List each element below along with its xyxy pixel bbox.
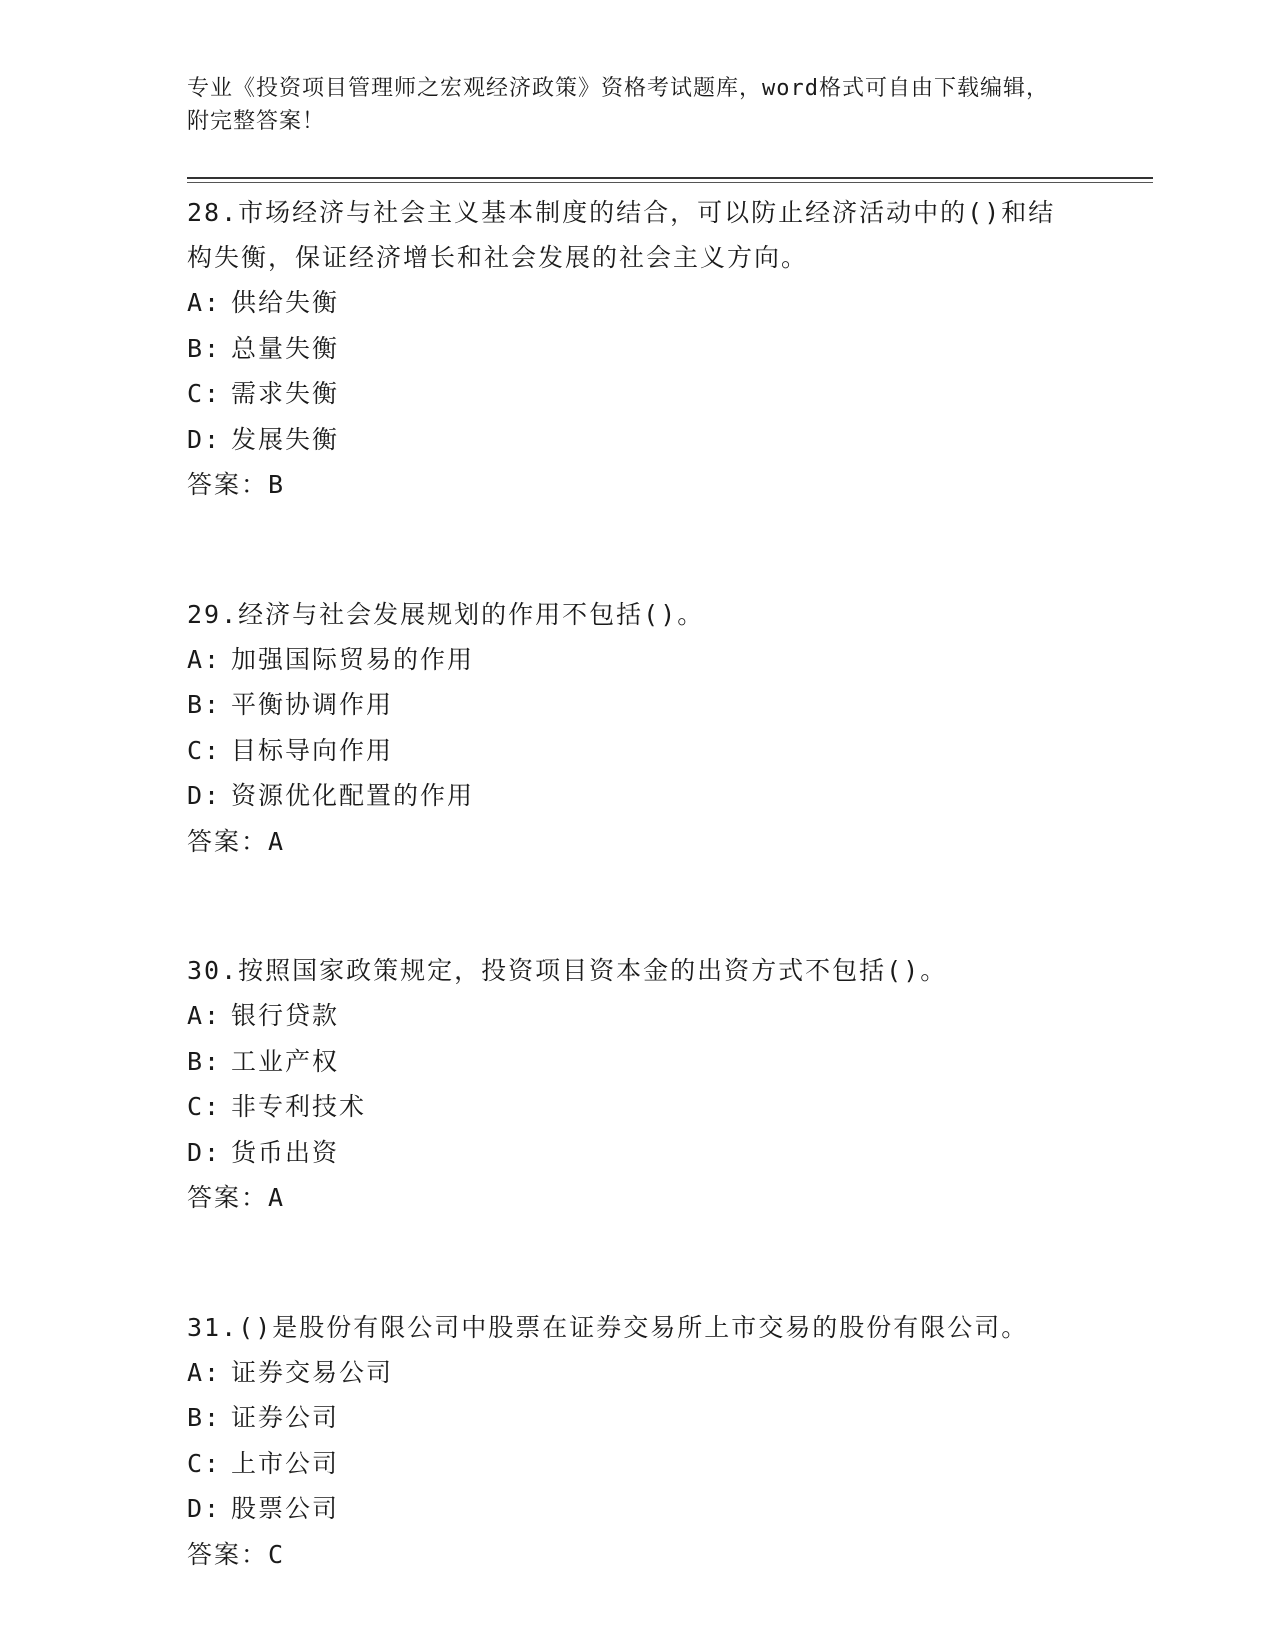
answer-value: C — [268, 1539, 286, 1569]
option-a — [187, 993, 1087, 1039]
option-c — [187, 728, 1087, 774]
option-text: 需求失衡 — [231, 379, 340, 408]
option-letter: A: — [187, 288, 222, 317]
answer-line — [187, 819, 1087, 865]
option-text: 货币出资 — [231, 1137, 340, 1167]
option-c — [187, 371, 1087, 417]
option-c — [187, 1441, 1087, 1487]
option-b — [187, 1039, 1087, 1085]
question-29 — [187, 590, 1087, 865]
option-d — [187, 417, 1087, 463]
option-b — [187, 1395, 1087, 1441]
option-letter: B: — [187, 690, 222, 719]
answer-value: A — [268, 1183, 286, 1212]
question-stem: 29.经济与社会发展规划的作用不包括()。 — [187, 599, 705, 629]
option-letter: C: — [187, 1448, 222, 1478]
question-31 — [187, 1303, 1087, 1578]
option-text: 银行贷款 — [231, 1001, 340, 1030]
answer-label: 答案： — [187, 826, 269, 856]
answer-label: 答案： — [187, 1183, 269, 1212]
option-letter: D: — [187, 1137, 222, 1167]
option-text: 总量失衡 — [231, 333, 340, 363]
option-letter: C: — [187, 379, 222, 408]
option-text: 工业产权 — [231, 1046, 340, 1076]
option-text: 目标导向作用 — [231, 735, 394, 765]
option-a — [187, 280, 1087, 326]
spacer — [187, 864, 1087, 946]
question-stem: 30.按照国家政策规定，投资项目资本金的出资方式不包括()。 — [187, 956, 948, 985]
option-text: 证券交易公司 — [231, 1357, 394, 1387]
option-letter: D: — [187, 1494, 222, 1523]
option-d — [187, 1486, 1087, 1532]
answer-label: 答案： — [187, 1539, 269, 1569]
option-letter: D: — [187, 781, 222, 810]
option-text: 股票公司 — [231, 1494, 340, 1523]
header-divider-thin — [187, 182, 1153, 183]
option-text: 平衡协调作用 — [231, 690, 394, 719]
option-a — [187, 1350, 1087, 1396]
answer-value: B — [268, 470, 286, 499]
question-28 — [187, 188, 1087, 508]
option-b — [187, 326, 1087, 372]
question-list — [187, 188, 1087, 1577]
option-a — [187, 637, 1087, 683]
answer-value: A — [268, 826, 286, 856]
option-letter: C: — [187, 1092, 222, 1121]
option-letter: A: — [187, 644, 222, 674]
option-text: 非专利技术 — [231, 1092, 367, 1121]
option-text: 发展失衡 — [231, 424, 340, 454]
option-text: 证券公司 — [231, 1403, 340, 1432]
question-30 — [187, 946, 1087, 1221]
option-text: 上市公司 — [231, 1448, 340, 1478]
option-text: 供给失衡 — [231, 288, 340, 317]
option-letter: B: — [187, 1046, 222, 1076]
option-letter: A: — [187, 1357, 222, 1387]
option-text: 资源优化配置的作用 — [231, 781, 475, 810]
option-letter: C: — [187, 735, 222, 765]
option-letter: D: — [187, 424, 222, 454]
answer-line — [187, 1532, 1087, 1578]
option-letter: A: — [187, 1001, 222, 1030]
option-text: 加强国际贸易的作用 — [231, 644, 475, 674]
option-letter: B: — [187, 1403, 222, 1432]
option-c — [187, 1084, 1087, 1130]
option-b — [187, 682, 1087, 728]
option-d — [187, 1130, 1087, 1176]
option-d — [187, 773, 1087, 819]
option-letter: B: — [187, 333, 222, 363]
question-stem: 31.()是股份有限公司中股票在证券交易所上市交易的股份有限公司。 — [187, 1312, 1029, 1342]
document-header: 专业《投资项目管理师之宏观经济政策》资格考试题库，word格式可自由下载编辑，附完整答案！ — [187, 76, 1049, 134]
spacer — [187, 1221, 1087, 1303]
answer-label: 答案： — [187, 470, 269, 499]
header-divider-thick — [187, 177, 1153, 179]
answer-line — [187, 1175, 1087, 1221]
question-stem: 28.市场经济与社会主义基本制度的结合，可以防止经济活动中的()和结构失衡，保证经济增长和社会发展的社会主义方向。 — [187, 198, 1056, 272]
spacer — [187, 508, 1087, 590]
answer-line — [187, 462, 1087, 508]
